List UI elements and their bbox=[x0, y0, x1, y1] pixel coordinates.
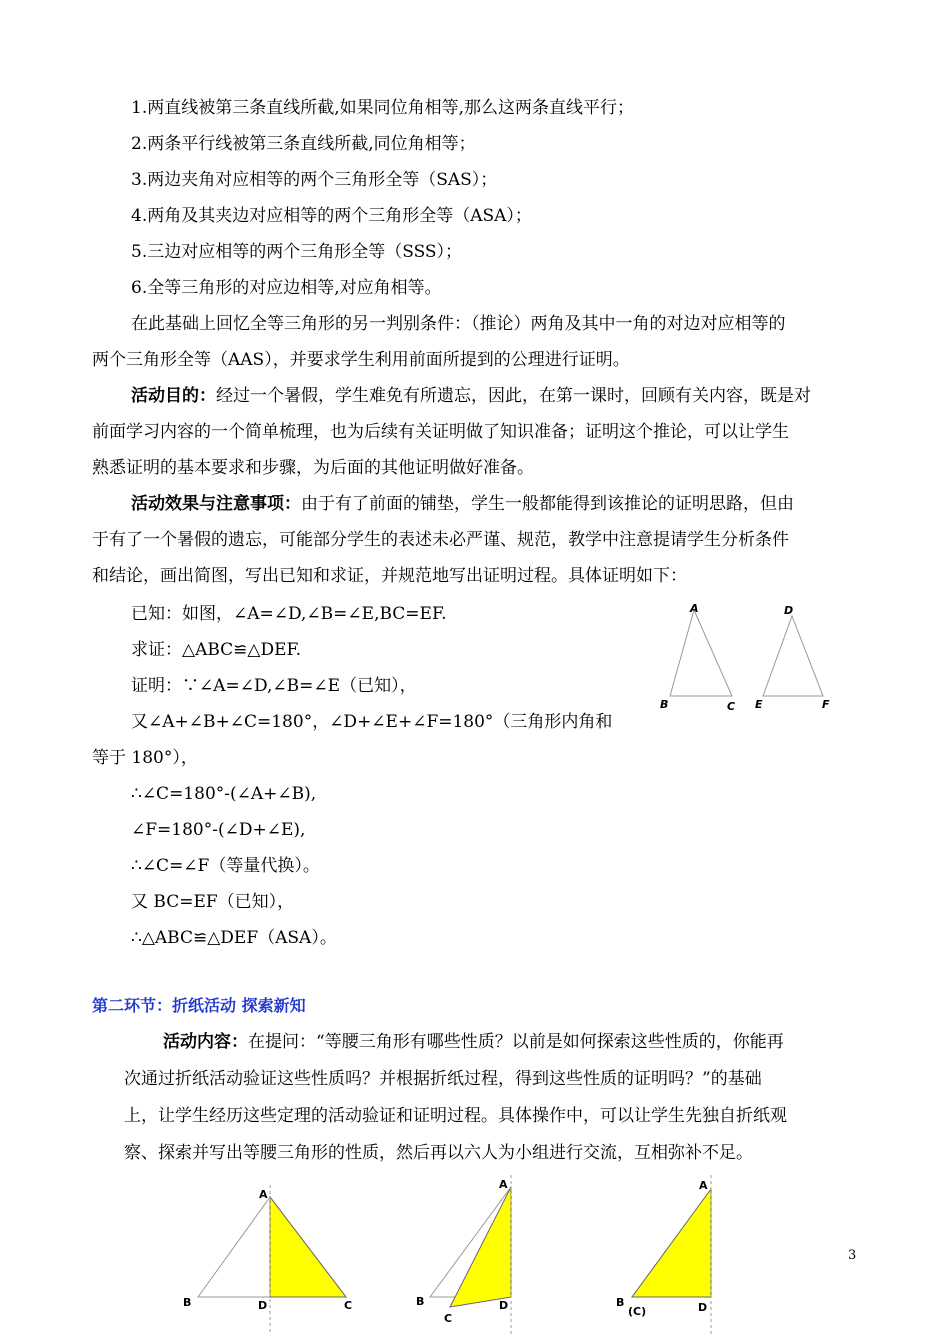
section-2-line-4: 察、探索并写出等腰三角形的性质，然后再以六人为小组进行交流，互相弥补不足。 bbox=[124, 1143, 753, 1163]
purpose-line-3: 熟悉证明的基本要求和步骤，为后面的其他证明做好准备。 bbox=[92, 458, 534, 478]
fold-2-label-b: B bbox=[416, 1295, 425, 1308]
axiom-3: 3.两边夹角对应相等的两个三角形全等（SAS）； bbox=[131, 170, 498, 190]
fold-3-label-b: B bbox=[616, 1296, 625, 1309]
congruent-triangles-figure bbox=[650, 598, 850, 723]
label-a: A bbox=[690, 602, 699, 615]
fold-3-label-d: D bbox=[698, 1301, 708, 1314]
section-2-line-3: 上，让学生经历这些定理的活动验证和证明过程。具体操作中，可以让学生先独自折纸观 bbox=[124, 1106, 787, 1126]
proof-step-4: ∠F=180°-(∠D+∠E), bbox=[131, 820, 306, 840]
proof-step-1: 证明：∵∠A=∠D,∠B=∠E（已知）， bbox=[131, 676, 417, 696]
fold-figure-1 bbox=[180, 1185, 360, 1335]
fold-3-label-a: A bbox=[699, 1179, 708, 1192]
effect-line-1 bbox=[131, 493, 794, 515]
proof-step-5: ∴∠C=∠F（等量代换）。 bbox=[131, 856, 320, 876]
fold-figure-3 bbox=[610, 1175, 740, 1335]
label-f: F bbox=[822, 698, 830, 711]
fold-figure-3-folded-triangle bbox=[632, 1189, 711, 1297]
triangle-abc bbox=[670, 610, 732, 696]
section-2-line-1 bbox=[163, 1031, 784, 1053]
proof-step-6: 又 BC=EF（已知）， bbox=[131, 892, 295, 912]
proof-conclusion: ∴△ABC≌△DEF（ASA）。 bbox=[131, 928, 337, 948]
effect-line-3: 和结论，画出简图，写出已知和求证，并规范地写出证明过程。具体证明如下： bbox=[92, 566, 687, 586]
intro-line-1: 在此基础上回忆全等三角形的另一判别条件：（推论）两角及其中一角的对边对应相等的 bbox=[131, 314, 786, 334]
axiom-1: 1.两直线被第三条直线所截,如果同位角相等,那么这两条直线平行； bbox=[131, 98, 635, 118]
axiom-6: 6.全等三角形的对应边相等,对应角相等。 bbox=[131, 278, 442, 298]
purpose-label: 活动目的： bbox=[131, 386, 216, 406]
fold-1-label-d: D bbox=[258, 1299, 268, 1312]
fold-figure-1-folded-half bbox=[270, 1197, 346, 1297]
proof-step-2-cont: 等于 180°）， bbox=[92, 748, 198, 768]
proof-prove: 求证：△ABC≌△DEF. bbox=[131, 640, 302, 660]
fold-figure-2-folded-flap bbox=[450, 1187, 511, 1307]
effect-text-1: 由于有了前面的铺垫，学生一般都能得到该推论的证明思路，但由 bbox=[301, 494, 794, 514]
proof-given: 已知：如图，∠A=∠D,∠B=∠E,BC=EF. bbox=[131, 604, 447, 624]
page-number: 3 bbox=[848, 1248, 857, 1263]
label-c: C bbox=[727, 700, 736, 713]
axiom-2: 2.两条平行线被第三条直线所截,同位角相等； bbox=[131, 134, 476, 154]
fold-2-label-c: C bbox=[444, 1312, 453, 1325]
effect-line-2: 于有了一个暑假的遗忘，可能部分学生的表述未必严谨、规范，教学中注意提请学生分析条件 bbox=[92, 530, 789, 550]
section-2-text-1: 在提问：“等腰三角形有哪些性质？以前是如何探索这些性质的，你能再 bbox=[248, 1032, 784, 1052]
section-2-line-2: 次通过折纸活动验证这些性质吗？并根据折纸过程，得到这些性质的证明吗？”的基础 bbox=[124, 1069, 762, 1089]
label-b: B bbox=[660, 698, 669, 711]
fold-1-label-c: C bbox=[344, 1299, 353, 1312]
purpose-line-2: 前面学习内容的一个简单梳理，也为后续有关证明做了知识准备；证明这个推论，可以让学生 bbox=[92, 422, 789, 442]
proof-step-3: ∴∠C=180°-(∠A+∠B), bbox=[131, 784, 317, 804]
fold-1-label-a: A bbox=[259, 1188, 268, 1201]
purpose-text-1: 经过一个暑假，学生难免有所遗忘，因此，在第一课时，回顾有关内容，既是对 bbox=[216, 386, 811, 406]
axiom-4: 4.两角及其夹边对应相等的两个三角形全等（ASA）； bbox=[131, 206, 532, 226]
triangle-def bbox=[763, 616, 823, 696]
fold-2-label-a: A bbox=[499, 1178, 508, 1191]
section-2-label: 活动内容： bbox=[163, 1032, 248, 1052]
proof-step-2: 又∠A+∠B+∠C=180°，∠D+∠E+∠F=180°（三角形内角和 bbox=[131, 712, 613, 732]
axiom-5: 5.三边对应相等的两个三角形全等（SSS）； bbox=[131, 242, 463, 262]
purpose-line-1 bbox=[131, 385, 811, 407]
effect-label: 活动效果与注意事项： bbox=[131, 494, 301, 514]
fold-2-label-d: D bbox=[499, 1299, 509, 1312]
label-d: D bbox=[784, 604, 794, 617]
fold-3-label-c: (C) bbox=[628, 1305, 647, 1318]
fold-1-label-b: B bbox=[183, 1296, 192, 1309]
label-e: E bbox=[755, 698, 763, 711]
section-2-heading: 第二环节：折纸活动 探索新知 bbox=[92, 996, 306, 1015]
fold-figure-2 bbox=[410, 1175, 540, 1335]
intro-line-2: 两个三角形全等（AAS），并要求学生利用前面所提到的公理进行证明。 bbox=[92, 350, 630, 370]
